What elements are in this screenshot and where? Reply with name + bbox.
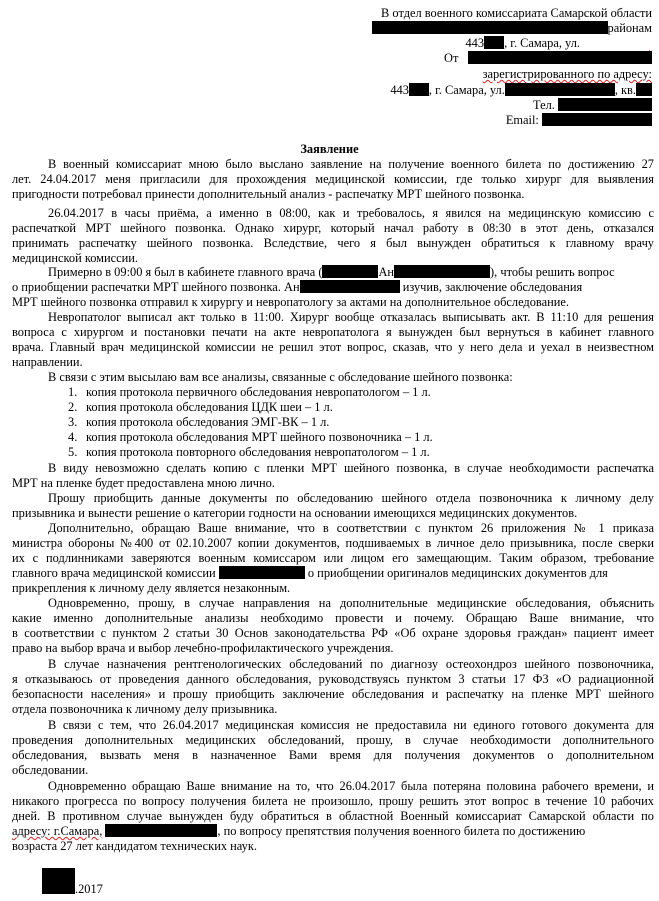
body-line: В военный комиссариат мною было выслано заявление на получение военного билета по достижению 27 — [48, 157, 654, 171]
body-line: прикрепления к личному делу является незаконным. — [12, 581, 291, 595]
body-line: какие именно дополнительные анализы необходимо провести и почему. Обращаю Ваше внимание, что — [12, 611, 654, 625]
body-line: врача. Главный врач медицинской комиссии не решил этот вопрос, сказав, что у него дела и уехал в неизвестном — [12, 340, 654, 354]
body-line: направлении. — [12, 355, 83, 369]
redaction — [300, 280, 400, 293]
header-registered-label: зарегистрированного по адресу: — [482, 67, 652, 81]
list-item: 4. копия протокола обследования МРТ шейного позвоночника – 1 л. — [68, 430, 433, 444]
header-address: 443 , г. Самара, ул. — [465, 36, 580, 50]
body-line: проведения дополнительных медицинских обследований, прошу, в случае необходимости дополнительного — [12, 733, 654, 747]
body-line-mixed: адресу: г.Самара, , по вопросу препятствия получения военного билета по достижению — [12, 824, 586, 838]
body-line: 26.04.2017 в часы приёма, а именно в 08:00, как и требовалось, я явился на медицинскую комиссию с — [48, 206, 654, 220]
body-line: В связи с тем, что 26.04.2017 медицинская комиссия не предоставила ни единого готового документа для — [48, 718, 654, 732]
header-from-name — [468, 51, 652, 63]
header-email: Email: — [0, 113, 652, 127]
body-line: В связи с этим высылаю вам все анализы, связанные с обследование шейного позвонка: — [48, 370, 513, 384]
header-from-label: От — [444, 51, 459, 65]
body-line: В виду невозможно сделать копию с пленки МРТ шейного позвонка, в случае необходимости распечатка — [48, 461, 654, 475]
redaction — [484, 36, 504, 49]
body-line-mixed: о приобщении распечатки МРТ шейного позвонка. Ан изучив, заключение обследования — [12, 280, 583, 294]
header-to-line1: В отдел военного комиссариата Самарской области — [381, 6, 652, 20]
header-to-line2: районам — [0, 21, 652, 35]
list-item: 1. копия протокола первичного обследования невропатологом – 1 л. — [68, 385, 431, 399]
body-line-mixed: главного врача медицинской комиссии о приобщении оригиналов медицинских документов для — [12, 566, 608, 580]
body-line: В случае назначения рентгенологических обследований по диагнозу остеохондроз шейного позвоночника, — [48, 657, 654, 671]
list-item: 3. копия протокола обследования ЭМГ-ВК – 1 л. — [68, 415, 330, 429]
date-suffix: .2017 — [75, 882, 103, 896]
body-line: МРТ на пленке будет предоставлена мною лично. — [12, 476, 275, 490]
document-title: Заявление — [300, 142, 359, 156]
body-line: лет. 24.04.2017 меня пригласили для прохождения медицинской комиссии, где только хирург для выявления — [12, 172, 654, 186]
body-line: медицинской комиссии. — [12, 251, 138, 265]
list-item: 5. копия протокола повторного обследования невропатологом – 1 л. — [68, 445, 430, 459]
header-reg-address: 443 , г. Самара, ул. , кв. — [0, 83, 652, 97]
body-line: Прошу приобщить данные документы по обследованию шейного отдела позвоночника к личному делу — [48, 491, 654, 505]
signature-redaction — [42, 868, 75, 894]
redaction — [542, 113, 652, 126]
body-line-mixed: Примерно в 09:00 я был в кабинете главного врача ( Ан ), чтобы решить вопрос — [48, 265, 615, 279]
redaction — [468, 51, 652, 64]
body-line: Одновременно обращаю Ваше внимание на то, что 26.04.2017 была потеряна половина рабочего времени, и — [48, 779, 654, 793]
body-line: обследовании. — [12, 763, 89, 777]
body-line: призывника и вынести решение о категории годности на основании имеющихся медицинских документов. — [12, 506, 578, 520]
body-line: безопасности населения» и прошу приобщить заключение обследования и распечатку на пленке МРТ шейного — [12, 687, 654, 701]
redaction — [558, 98, 652, 111]
body-line: в соответствии с пунктом 2 статьи 30 Основ законодательства РФ «Об охране здоровья граждан» пациент имеет — [12, 626, 654, 640]
body-line: Невропатолог выписал акт только в 11:00. Хирург вообще отказалась выписывать акт. В 11:10 для решения — [48, 310, 654, 324]
body-line: я отказываюсь от проведения данного обследования, руководствуясь пунктом 3 статьи 17 ФЗ «О радиационной — [12, 672, 654, 686]
redaction — [322, 265, 378, 278]
list-item: 2. копия протокола обследования ЦДК шеи – 1 л. — [68, 400, 333, 414]
body-line: дней. В противном случае вынужден буду обратиться в областной Военный комиссариат Самарской области по — [12, 809, 654, 823]
body-line: распечаткой МРТ шейного позвонка. Однако хирург, который начал работу в 08:30 в этот день, отказался — [12, 221, 654, 235]
redaction — [219, 566, 305, 579]
header-phone: Тел. — [0, 98, 652, 112]
body-line: отдела позвоночника к личному делу призывника. — [12, 702, 278, 716]
body-line: никакого прогресса по вопросу получения билета не произошло, прошу решить этот вопрос в течение 10 рабочих — [12, 794, 654, 808]
body-line: обследования, вызвать меня в назначенное Вами время для получения документов о дополнительном — [12, 748, 654, 762]
body-line: министра обороны №400 от 02.10.2007 копии документов, подшиваемых в личное дело призывника, после сверки — [12, 536, 654, 550]
redaction — [105, 824, 217, 837]
body-line: их с подлинниками заверяются военным комиссаром или лицом его замещающим. Таким образом, требование — [12, 551, 654, 565]
body-line: право на выбор врача и выбор лечебно-профилактического учреждения. — [12, 641, 394, 655]
redaction — [636, 83, 652, 96]
body-line: МРТ шейного позвонка отправил к хирургу и невропатологу за актами на дополнительное обследование. — [12, 295, 569, 309]
body-line: возраста 27 лет кандидатом технических наук. — [12, 839, 257, 853]
body-line: Одновременно, прошу, в случае направления на дополнительные медицинские обследования, объяснить — [48, 596, 654, 610]
body-line: пригодности потребовал принести дополнительный анализ - распечатку МРТ шейного позвонка. — [12, 187, 525, 201]
redaction — [505, 83, 615, 96]
redaction — [394, 265, 490, 278]
body-line: принимать распечатку шейного позвонка. Вследствие, чего я был вынужден обратиться к главному врачу — [12, 236, 654, 250]
body-line: вопроса с хирургом и постановки печати на акте невропатолога я вынужден был вернуться в кабинет главного — [12, 325, 654, 339]
body-line: Дополнительно, обращаю Ваше внимание, что в соответствии с пунктом 26 приложения № 1 приказа — [48, 521, 654, 535]
redaction — [409, 83, 429, 96]
redaction — [372, 21, 608, 34]
